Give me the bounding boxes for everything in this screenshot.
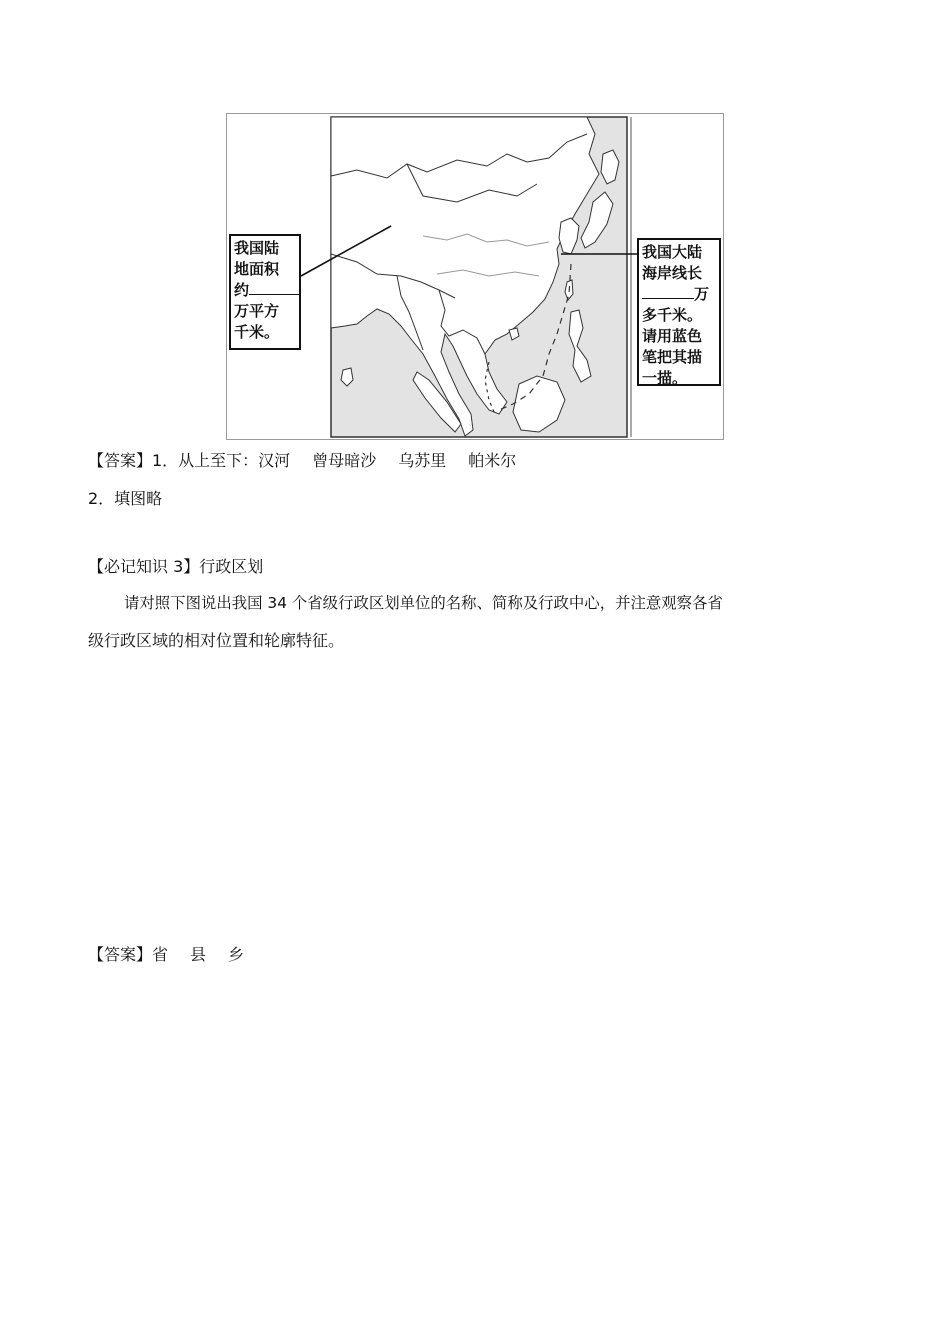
land-area-line2: 地面积: [234, 260, 280, 278]
answer3-line: [88, 944, 244, 966]
answer1-item2: 曾母暗沙: [312, 451, 377, 470]
coastline-line1: 我国大陆: [642, 243, 703, 261]
section3-heading: 【必记知识 3】行政区划: [88, 557, 264, 576]
map-figure: [226, 113, 724, 440]
land-area-line5: 千米。: [234, 323, 280, 341]
land-area-line3-prefix: 约: [234, 281, 250, 299]
land-area-callout: [229, 234, 301, 350]
answer3-label: 【答案】省: [88, 945, 169, 964]
coastline-line2: 海岸线长: [642, 264, 703, 282]
land-area-line1: 我国陆: [234, 239, 280, 257]
land-area-line4: 万平方: [234, 302, 280, 320]
answer1-item4: 帕米尔: [468, 451, 517, 470]
coastline-line6: 笔把其描: [642, 348, 703, 366]
answer1-line2: 2．填图略: [88, 489, 163, 508]
answer1-line: [88, 450, 516, 472]
coastline-line5: 请用蓝色: [642, 327, 703, 345]
answer3-item2: 县: [190, 945, 207, 964]
answer1-label: 【答案】1．从上至下：汉河: [88, 451, 291, 470]
coastline-line3: [642, 284, 716, 305]
answer1-item3: 乌苏里: [398, 451, 447, 470]
coastline-callout: [637, 238, 721, 386]
answer3-item3: 乡: [228, 945, 245, 964]
land-area-line3: [234, 280, 296, 301]
coastline-line4: 多千米。: [642, 306, 703, 324]
section3-para-line2: 级行政区域的相对位置和轮廓特征。: [88, 631, 345, 650]
section3-para-line1: 请对照下图说出我国 34 个省级行政区划单位的名称、简称及行政中心，并注意观察各省: [124, 594, 723, 612]
coastline-line7: 一描。: [642, 369, 688, 387]
coastline-blank[interactable]: [642, 284, 694, 299]
coastline-line3-suffix: 万: [694, 285, 710, 303]
land-area-blank[interactable]: [249, 280, 301, 295]
